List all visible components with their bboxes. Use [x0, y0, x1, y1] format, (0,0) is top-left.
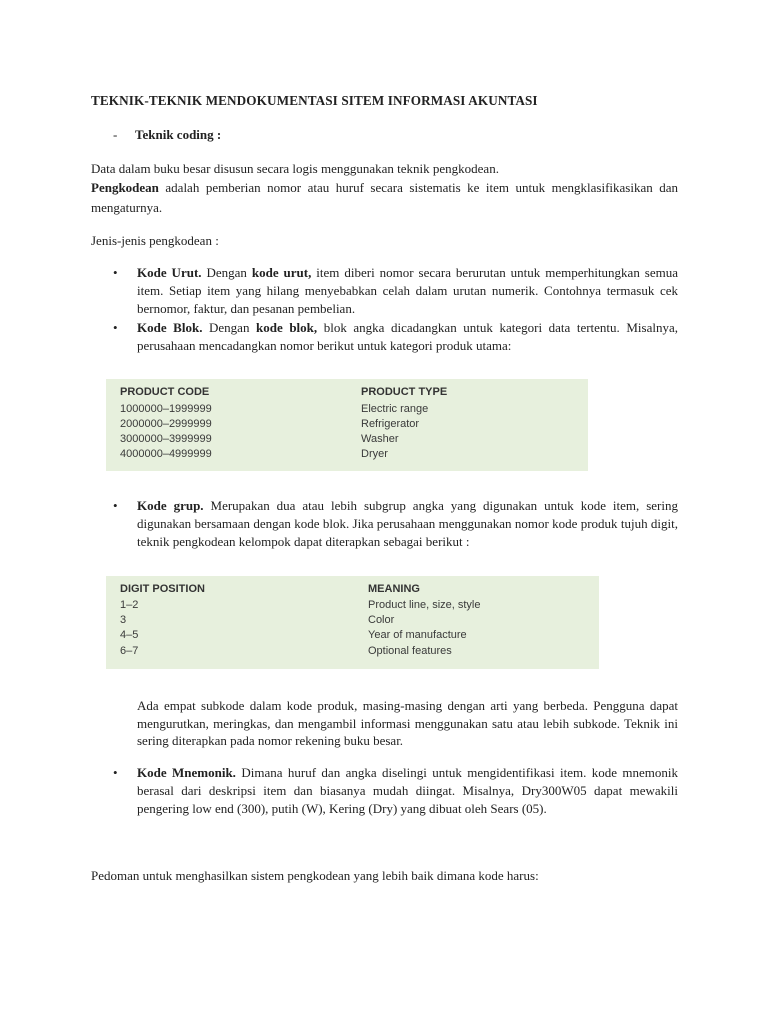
section-label: Teknik coding : — [135, 127, 222, 142]
table-header: DIGIT POSITION — [120, 583, 205, 595]
bullet-term: Kode Urut. — [137, 265, 202, 280]
bullet-text-part: blok angka dicadangkan untuk kategori data tertentu. Misalnya, perusahaan mencadangkan nomor berikut untuk kategori produk utama: — [137, 320, 678, 353]
table-header: PRODUCT TYPE — [361, 386, 448, 398]
bullet-kode-blok — [113, 319, 678, 355]
closing-paragraph: Pedoman untuk menghasilkan sistem pengkodean yang lebih baik dimana kode harus: — [91, 868, 539, 883]
bullet-kode-urut — [113, 264, 678, 318]
table-header: MEANING — [368, 583, 420, 595]
intro-definition-text: adalah pemberian nomor atau huruf secara sistematis ke item untuk mengklasifikasikan dan mengaturnya. — [91, 179, 678, 215]
section-heading — [113, 127, 221, 143]
table-cell: 3000000–3999999 — [120, 433, 212, 445]
bullet-dot: • — [113, 265, 118, 280]
intro-definition — [91, 178, 678, 218]
table-cell: Color — [368, 614, 395, 626]
bullet-term: Kode Mnemonik. — [137, 765, 236, 780]
bullet-term: Kode Blok. — [137, 320, 203, 335]
bullet-text-part: item diberi nomor secara berurutan untuk memperhitungkan semua item. Setiap item yang hilang menyebabkan celah dalam urutan numerik. Contohnya termasuk cek bernomor, faktur, dan pesanan pembelian. — [137, 265, 678, 316]
bullet-dot: • — [113, 765, 118, 780]
bullet-text-part: Merupakan dua atau lebih subgrup angka yang digunakan untuk kode item, sering digunakan bersamaan dengan kode blok. Jika perusahaan menggunakan nomor kode produk tujuh digit, teknik pengkodean kelompok dapat diterapkan sebagai berikut : — [137, 498, 679, 549]
bullet-dot: • — [113, 320, 118, 335]
bullet-term: kode urut, — [251, 265, 312, 280]
table-cell: 6–7 — [120, 645, 139, 657]
table-cell: 1–2 — [120, 599, 139, 611]
table-cell: Product line, size, style — [368, 599, 481, 611]
bullet-text-part: Dengan — [202, 320, 257, 335]
product-code-table — [106, 379, 588, 471]
table-cell: 4000000–4999999 — [120, 448, 212, 460]
table-header: PRODUCT CODE — [120, 386, 210, 398]
intro-bold-term: Pengkodean — [91, 179, 159, 195]
intro-paragraph — [91, 160, 678, 218]
bullet-text — [137, 264, 678, 318]
types-heading: Jenis-jenis pengkodean : — [91, 233, 219, 248]
bullet-text — [137, 764, 678, 818]
intro-line-1: Data dalam buku besar disusun secara logis menggunakan teknik pengkodean. — [91, 161, 499, 176]
document-title: TEKNIK-TEKNIK MENDOKUMENTASI SITEM INFORMASI AKUNTASI — [91, 93, 538, 108]
bullet-text-part: Dengan — [201, 265, 252, 280]
table-cell: 1000000–1999999 — [120, 403, 212, 415]
bullet-kode-grup — [113, 497, 678, 551]
subcode-paragraph: Ada empat subkode dalam kode produk, masing-masing dengan arti yang berbeda. Pengguna dapat mengurutkan, meringkas, dan mengambil informasi menggunakan satu atau lebih subkode. Teknik ini sering diterapkan pada nomor rekening buku besar. — [137, 698, 678, 748]
table-cell: Electric range — [361, 403, 429, 415]
table-cell: 4–5 — [120, 629, 139, 641]
table-cell: 2000000–2999999 — [120, 418, 212, 430]
digit-position-table — [106, 576, 599, 669]
bullet-dot: • — [113, 498, 118, 513]
dash-marker: - — [113, 127, 118, 142]
bullet-text-part: Dimana huruf dan angka diselingi untuk mengidentifikasi item. kode mnemonik berasal dari deskripsi item dan biasanya mudah diingat. Misalnya, Dry300W05 dapat mewakili pengering low end (300), putih (W), Kering (Dry) yang dibuat oleh Sears (05). — [137, 765, 678, 816]
table-cell: Year of manufacture — [368, 629, 467, 641]
table-cell: 3 — [120, 614, 127, 626]
bullet-term: Kode grup. — [137, 498, 204, 513]
bullet-kode-mnemonik — [113, 764, 678, 836]
table-cell: Washer — [361, 433, 399, 445]
table-cell: Refrigerator — [361, 418, 420, 430]
table-cell: Optional features — [368, 645, 452, 657]
table-cell: Dryer — [361, 448, 388, 460]
bullet-term: kode blok, — [256, 320, 318, 335]
bullet-text — [137, 319, 678, 355]
bullet-text — [137, 497, 678, 551]
